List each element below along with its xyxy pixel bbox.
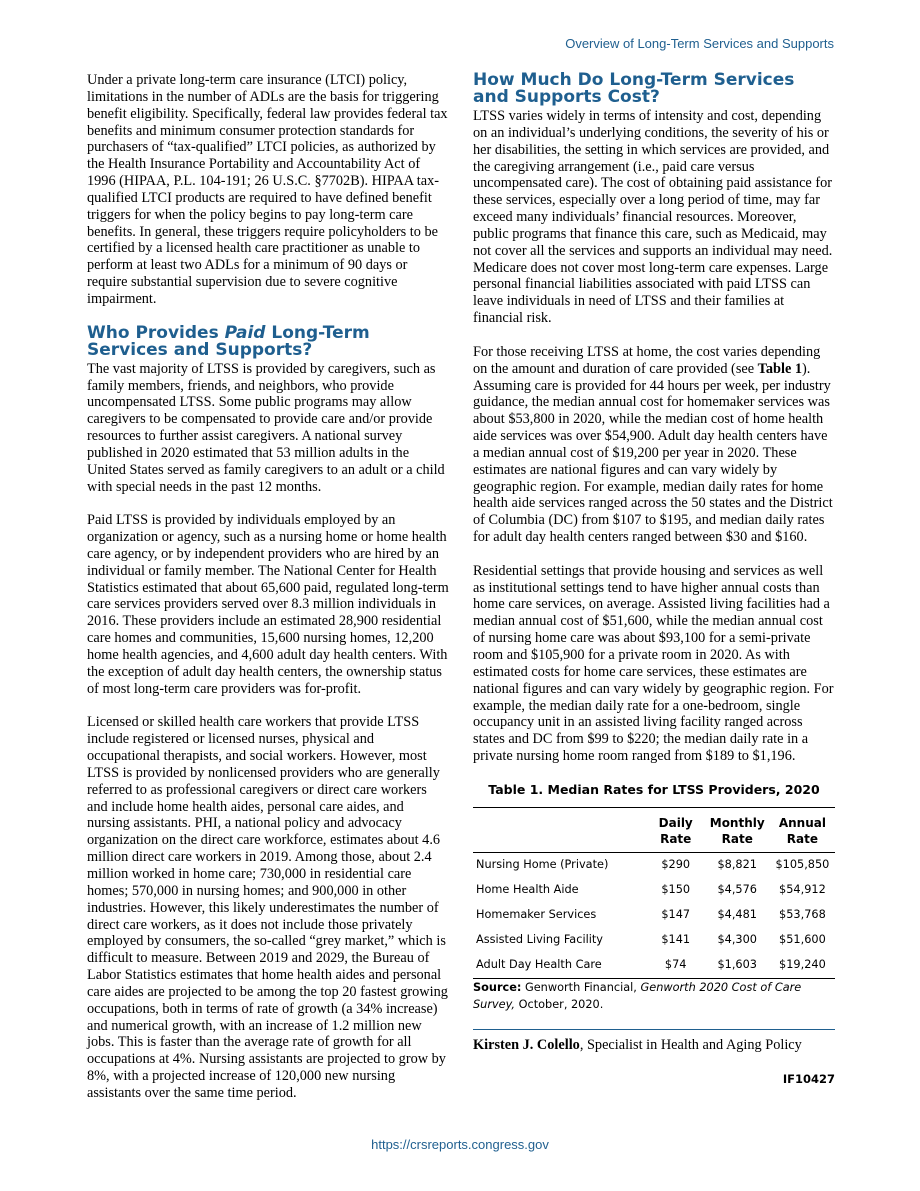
provider-cell: Adult Day Health Care (476, 957, 602, 971)
daily-rate-cell: $74 (664, 957, 687, 971)
table-row (473, 878, 835, 903)
header-cell: Monthly Rate (705, 807, 770, 852)
source-label: Source: (473, 980, 522, 994)
annual-rate-cell: $53,768 (779, 907, 826, 921)
monthly-rate-cell: $8,821 (717, 857, 757, 871)
author-line (473, 1037, 835, 1054)
heading-text: Long-Term Services and Supports? (87, 322, 370, 360)
monthly-rate-cell: $4,300 (717, 932, 757, 946)
text-segment: For those receiving LTSS at home, the cost varies depending on the amount and duration of care provided (see (473, 343, 821, 377)
table-header-row (473, 807, 835, 852)
table-row (473, 953, 835, 979)
text-segment: ). Assuming care is provided for 44 hours per week, per industry guidance, the median annual cost for homemaker services was about $53,800 in 2020, while the median cost of home health aide services was over $54,900. Adult day health centers have a median annual cost of $19,200 per year in 2020. These estimates are national figures and can vary widely by geographic region. For example, median daily rates for home health aide services ranged across the 50 states and the District of Columbia (DC) from $107 to $195, and median daily rates for adult day health centers ranged between $30 and $160. (473, 360, 833, 546)
paragraph-ltci: Under a private long-term care insurance (LTCI) policy, limitations in the number of ADLs are the basis for triggering benefit eligibility. Specifically, federal law provides federal tax benefits and minimum consumer protection standards for purchasers of “tax-qualified” LTCI policies, as authorized by the Health Insurance Portability and Accountability Act of 1996 (HIPAA, P.L. 104-191; 26 U.S.C. §7702B). HIPAA tax-qualified LTCI products are required to have defined benefit triggers for when the policy begins to pay long-term care benefits. In general, these triggers require policyholders to be certified by a licensed health care practitioner as unable to perform at least two ADLs for a minimum of 90 days or require substantial supervision due to severe cognitive impairment. (87, 72, 448, 307)
paragraph-residential-cost: Residential settings that provide housing and services as well as institutional settings tend to have higher annual costs than home care services, on average. Assisted living facilities had a median annual cost of $51,600, while the median annual cost of nursing home care was about $93,100 for a semi-private room and $105,900 for a private room in 2020. As with estimated costs for home care services, these estimates are national figures and can vary widely by geographic region. For example, the median daily rate for a one-bedroom, single occupancy unit in an assisted living facility ranged across states and DC from $99 to $220; the median daily rate in a private nursing home room ranged from $189 to $1,196. (473, 562, 834, 765)
section-heading-paid-ltss (87, 322, 449, 360)
table-source (473, 979, 835, 1013)
running-head: Overview of Long-Term Services and Supports (565, 36, 834, 51)
left-column (87, 72, 449, 1119)
source-title: Genworth 2020 Cost of Care Survey, (473, 980, 802, 1011)
annual-rate-cell: $54,912 (779, 882, 826, 896)
heading-text: Who Provides (87, 322, 225, 343)
paragraph-workers: Licensed or skilled health care workers that provide LTSS include registered or licensed nurses, physical and occupational therapists, and social workers. However, most LTSS is provided by nonlicensed providers who are generally referred to as professional caregivers or direct care workers and include home health aides, personal care aides, and nursing assistants. PHI, a national policy and advocacy organization on the direct care workforce, estimates about 4.6 million direct care workers in 2019. Among those, about 2.4 million worked in home care; 730,000 in residential care homes; 570,000 in nursing homes; and 900,000 in other industries. However, this likely underestimates the number of direct care workers, as it does not include those privately employed by consumers, the so-called “grey market,” which is difficult to measure. Between 2019 and 2029, the Bureau of Labor Statistics estimates that home health aides and personal care aides are projected to be among the top 20 fastest growing occupations, both in terms of rate of growth (a 34% increase) and numerical growth, with an increase of 1.2 million new jobs. This is faster than the average rate of growth for all occupations at 4%. Nursing assistants are projected to grow by 8%, with a projected increase of 120,000 new nursing assistants over the same time period. (87, 714, 448, 1101)
annual-rate-cell: $19,240 (779, 957, 826, 971)
daily-rate-cell: $147 (661, 907, 691, 921)
monthly-rate-cell: $1,603 (717, 957, 757, 971)
table-reference: Table 1 (757, 360, 803, 377)
header-cell (473, 807, 647, 852)
footer-url-link[interactable]: https://crsreports.congress.gov (371, 1137, 549, 1152)
monthly-rate-cell: $4,576 (717, 882, 757, 896)
document-id: IF10427 (782, 1072, 835, 1087)
annual-rate-cell: $51,600 (779, 932, 826, 946)
heading-emphasis: Paid (224, 322, 266, 343)
provider-cell: Home Health Aide (476, 882, 579, 896)
paragraph-caregivers: The vast majority of LTSS is provided by caregivers, such as family members, friends, and neighbors, who provide uncompensated LTSS. Some public programs may allow caregivers to be compensated to provide care and/or provide resources to further assist caregivers. A national survey published in 2020 estimated that 53 million adults in the United States served as family caregivers to an adult or a child with special needs in the past 12 months. (87, 360, 445, 495)
author-title: , Specialist in Health and Aging Policy (579, 1037, 802, 1054)
author-name: Kirsten J. Colello (473, 1037, 580, 1054)
monthly-rate-cell: $4,481 (717, 907, 757, 921)
daily-rate-cell: $150 (661, 882, 691, 896)
provider-cell: Nursing Home (Private) (476, 857, 609, 871)
header-cell: Annual Rate (770, 807, 835, 852)
table-title: Table 1. Median Rates for LTSS Providers, 2020 (488, 781, 820, 797)
table-row (473, 903, 835, 928)
annual-rate-cell: $105,850 (775, 857, 830, 871)
right-column (473, 72, 835, 1105)
table-row (473, 852, 835, 878)
daily-rate-cell: $141 (661, 932, 691, 946)
source-text: October, 2020. (515, 997, 604, 1011)
rates-table (473, 807, 835, 979)
source-text: Genworth Financial, (521, 980, 641, 994)
table-row (473, 928, 835, 953)
header-cell: Daily Rate (647, 807, 705, 852)
section-heading-ltss-cost: How Much Do Long-Term Services and Supports Cost? (473, 70, 795, 107)
paragraph-cost-varies: LTSS varies widely in terms of intensity and cost, depending on an individual’s underlying conditions, the severity of his or her disabilities, the setting in which services are provided, and the caregiving arrangement (i.e., paid care versus uncompensated care). The cost of obtaining paid assistance for these services, especially over a long period of time, may far exceed many individuals’ financial resources. Moreover, public programs that finance this care, such as Medicaid, may not cover all the services and supports an individual may need. Medicare does not cover most long-term care expenses. Large personal financial liabilities associated with paid LTSS can leave individuals in need of LTSS and their families at financial risk. (473, 108, 833, 327)
daily-rate-cell: $290 (661, 857, 691, 871)
paragraph-home-cost (473, 344, 835, 546)
provider-cell: Homemaker Services (476, 907, 597, 921)
author-divider (473, 1029, 835, 1030)
provider-cell: Assisted Living Facility (476, 932, 603, 946)
paragraph-paid-ltss: Paid LTSS is provided by individuals employed by an organization or agency, such as a nursing home or home health care agency, or by independent providers who are hired by an individual or family member. The National Center for Health Statistics estimated that about 65,600 paid, regulated long-term care services providers served over 8.3 million individuals in 2016. These providers include an estimated 28,900 residential care homes and communities, 15,600 nursing homes, 12,200 home health agencies, and 4,600 adult day health centers. With the exception of adult day health centers, the ownership status of most long-term care providers was for-profit. (87, 512, 449, 697)
